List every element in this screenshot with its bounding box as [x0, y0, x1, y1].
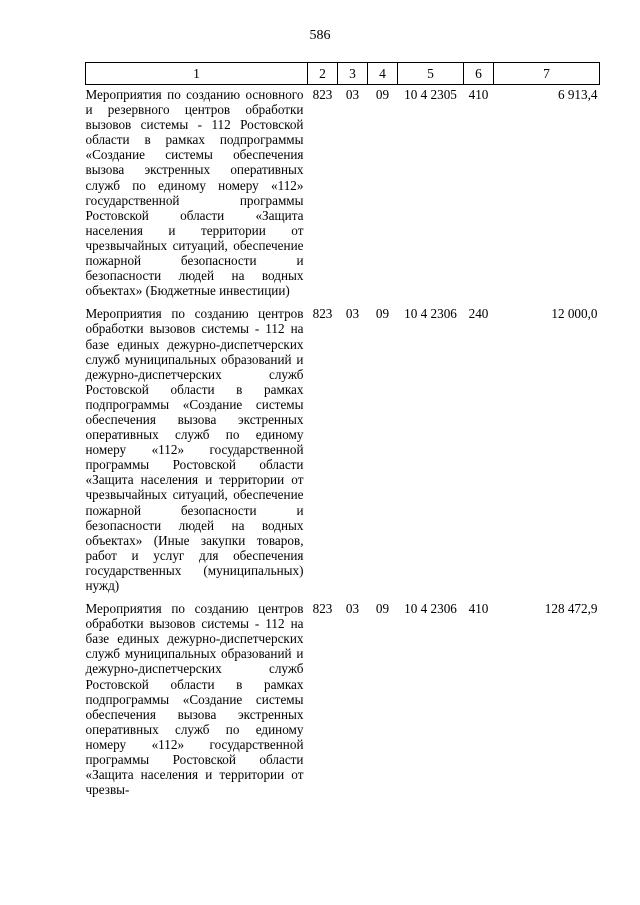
column-header-name: 1 — [86, 63, 308, 85]
row-name: Мероприятия по созданию основного и резервного центров обработки вызовов системы - 112 Ростовской области в рамках подпрограммы «Создание системы обеспечения вызова экстренных оперативных служб по единому номеру «112» государственной программы Ростовской области «Защита населения и территории от чрезвычайных ситуаций, обеспечение пожарной безопасности и безопасности людей на водных объектах» (Бюджетные инвестиции) — [85, 87, 304, 299]
table-row — [86, 85, 600, 305]
row-ministry: 823 — [312, 601, 333, 617]
row-expense-type: 240 — [468, 306, 489, 322]
column-header-ministry: 2 — [308, 63, 338, 85]
row-amount: 6 913,4 — [557, 87, 598, 102]
row-subsection: 09 — [375, 87, 390, 102]
row-ministry: 823 — [312, 87, 333, 102]
column-header-target: 5 — [398, 63, 464, 85]
row-subsection: 09 — [375, 306, 390, 322]
budget-table — [85, 62, 600, 803]
column-header-section: 3 — [338, 63, 368, 85]
row-ministry: 823 — [312, 306, 333, 322]
page-number: 586 — [309, 28, 331, 43]
row-expense-type: 410 — [468, 87, 489, 102]
row-section: 03 — [345, 601, 360, 617]
row-target: 10 4 2306 — [404, 306, 457, 322]
row-name: Мероприятия по созданию центров обработки вызовов системы - 112 на базе единых дежурно-диспетчерских служб муниципальных образований и дежурно-диспетчерских служб Ростовской области в рамках подпрограммы «Создание системы обеспечения вызова экстренных оперативных служб по единому номеру «112» государственной программы Ростовской области «Защита населения и территории от чрезвы- — [85, 601, 304, 798]
table-row — [86, 599, 600, 803]
column-header-subsection: 4 — [368, 63, 398, 85]
row-target: 10 4 2305 — [404, 87, 457, 102]
row-subsection: 09 — [375, 601, 390, 617]
header-row — [86, 63, 600, 85]
row-target: 10 4 2306 — [404, 601, 457, 617]
row-amount: 12 000,0 — [551, 306, 598, 322]
table-row — [86, 304, 600, 599]
row-section: 03 — [345, 87, 360, 102]
row-section: 03 — [345, 306, 360, 322]
row-amount: 128 472,9 — [544, 601, 598, 617]
row-expense-type: 410 — [468, 601, 489, 617]
row-name: Мероприятия по созданию центров обработки вызовов системы - 112 на базе единых дежурно-диспетчерских служб муниципальных образований и дежурно-диспетчерских служб Ростовской области в рамках подпрограммы «Создание системы обеспечения вызова экстренных оперативных служб по единому номеру «112» государственной программы Ростовской области «Защита населения и территории от чрезвычайных ситуаций, обеспечение пожарной безопасности и безопасности людей на водных объектах» (Иные закупки товаров, работ и услуг для обеспечения государственных (муниципальных) нужд) — [85, 306, 304, 593]
column-header-expense-type: 6 — [464, 63, 494, 85]
column-header-amount: 7 — [494, 63, 600, 85]
